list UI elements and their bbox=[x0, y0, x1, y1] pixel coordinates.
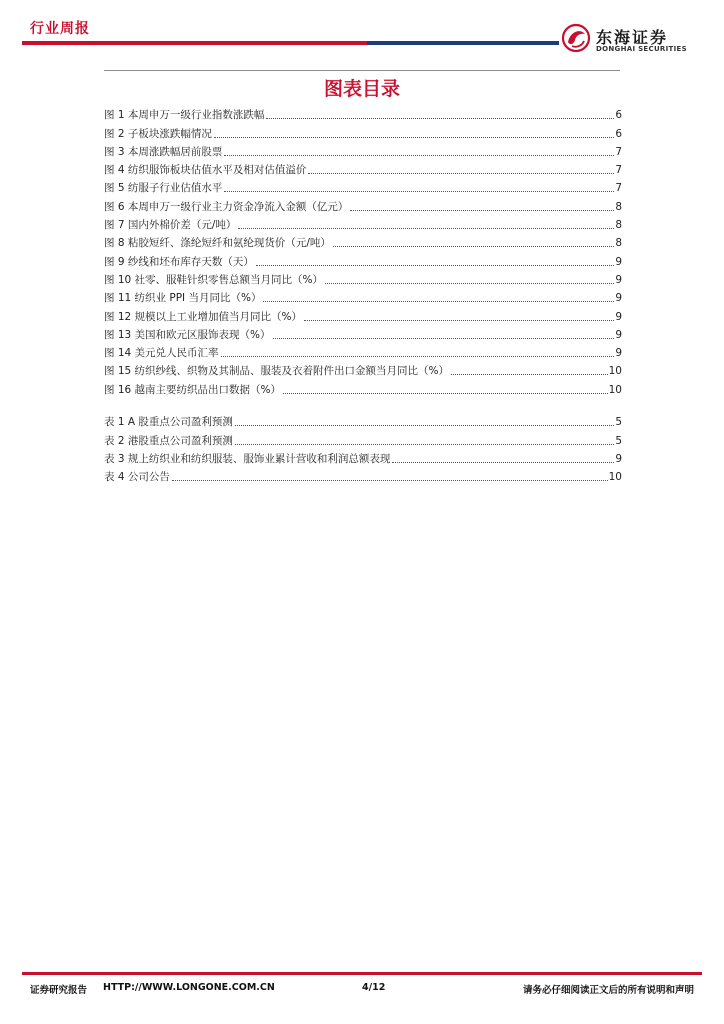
toc-entry-label: 图 15 纺织纱线、织物及其制品、服装及衣着附件出口金额当月同比（%） bbox=[104, 365, 450, 378]
toc-dot-leader bbox=[172, 479, 608, 481]
toc-entry-page: 7 bbox=[615, 182, 622, 195]
toc-entry[interactable] bbox=[104, 232, 622, 250]
toc-dot-leader bbox=[273, 337, 615, 339]
toc-entry[interactable] bbox=[104, 141, 622, 159]
toc-entry-page: 8 bbox=[615, 237, 622, 250]
toc-entry[interactable] bbox=[104, 342, 622, 360]
toc-entry-label: 图 3 本周涨跌幅居前股票 bbox=[104, 145, 223, 158]
footer-page-number: 4/12 bbox=[362, 982, 386, 993]
report-type-label: 行业周报 bbox=[30, 21, 90, 37]
toc-entry-page: 9 bbox=[615, 273, 622, 286]
toc-dot-leader bbox=[238, 227, 614, 229]
toc-entry-page: 7 bbox=[615, 164, 622, 177]
toc-entry-label: 图 16 越南主要纺织品出口数据（%） bbox=[104, 383, 282, 396]
toc-dot-leader bbox=[266, 117, 614, 119]
toc-dot-leader bbox=[283, 392, 608, 394]
toc-entry[interactable] bbox=[104, 159, 622, 177]
toc-entry-page: 5 bbox=[615, 416, 622, 429]
company-logo bbox=[560, 22, 705, 56]
toc-entry-label: 图 7 国内外棉价差（元/吨） bbox=[104, 219, 237, 232]
toc-entry[interactable] bbox=[104, 250, 622, 268]
toc-entry-label: 图 14 美元兑人民币汇率 bbox=[104, 347, 219, 360]
footer-report-label: 证券研究报告 bbox=[30, 985, 88, 996]
toc-dot-leader bbox=[308, 172, 614, 174]
toc-entry-label: 图 13 美国和欧元区服饰表现（%） bbox=[104, 328, 271, 341]
toc-entry-page: 9 bbox=[615, 292, 622, 305]
toc-entry[interactable] bbox=[104, 177, 622, 195]
toc-entry-page: 6 bbox=[615, 127, 622, 140]
toc-dot-leader bbox=[235, 443, 614, 445]
toc-entry[interactable] bbox=[104, 360, 622, 378]
toc-entry-label: 图 8 粘胶短纤、涤纶短纤和氨纶现货价（元/吨） bbox=[104, 237, 331, 250]
toc-entry[interactable] bbox=[104, 195, 622, 213]
toc-entry[interactable] bbox=[104, 104, 622, 122]
toc-dot-leader bbox=[350, 209, 614, 211]
toc-entry-page: 7 bbox=[615, 145, 622, 158]
toc-entry-page: 8 bbox=[615, 219, 622, 232]
page-footer bbox=[30, 982, 700, 996]
toc-entry-label: 图 9 纱线和坯布库存天数（天） bbox=[104, 255, 254, 268]
footer-website-link[interactable]: HTTP://WWW.LONGONE.COM.CN bbox=[103, 982, 275, 993]
toc-dot-leader bbox=[263, 300, 614, 302]
toc-entry-label: 表 4 公司公告 bbox=[104, 471, 170, 484]
toc-entry[interactable] bbox=[104, 466, 622, 484]
toc-entry[interactable] bbox=[104, 305, 622, 323]
toc-entry[interactable] bbox=[104, 287, 622, 305]
toc-entry-page: 10 bbox=[608, 383, 622, 396]
toc-entry[interactable] bbox=[104, 448, 622, 466]
toc-entry-label: 表 1 A 股重点公司盈利预测 bbox=[104, 416, 233, 429]
toc-dot-leader bbox=[304, 319, 614, 321]
toc-dot-leader bbox=[451, 373, 608, 375]
toc-entry-page: 9 bbox=[615, 255, 622, 268]
toc-entry-page: 9 bbox=[615, 328, 622, 341]
toc-entry[interactable] bbox=[104, 122, 622, 140]
logo-dragon-icon bbox=[560, 22, 592, 54]
toc-entry-page: 9 bbox=[615, 347, 622, 360]
toc-dot-leader bbox=[224, 154, 614, 156]
toc-entry-label: 表 3 规上纺织业和纺织服装、服饰业累计营收和利润总额表现 bbox=[104, 452, 391, 465]
toc-entry[interactable] bbox=[104, 324, 622, 342]
toc-entry-label: 图 5 纺服子行业估值水平 bbox=[104, 182, 223, 195]
toc-dot-leader bbox=[235, 424, 614, 426]
toc-title: 图表目录 bbox=[323, 78, 400, 100]
header-rule-blue bbox=[367, 41, 559, 45]
header-rule-red bbox=[22, 41, 367, 45]
logo-english-name: DONGHAI SECURITIES bbox=[596, 45, 687, 53]
logo-chinese-name: 东海证券 bbox=[596, 28, 669, 47]
toc-entry[interactable] bbox=[104, 411, 622, 429]
toc-dot-leader bbox=[333, 245, 614, 247]
toc-dot-leader bbox=[325, 282, 614, 284]
toc-entry-label: 图 12 规模以上工业增加值当月同比（%） bbox=[104, 310, 303, 323]
toc-dot-leader bbox=[214, 136, 614, 138]
toc-entry-page: 10 bbox=[608, 365, 622, 378]
toc-entry[interactable] bbox=[104, 429, 622, 447]
toc-entry-page: 6 bbox=[615, 109, 622, 122]
toc-entry[interactable] bbox=[104, 269, 622, 287]
toc-entry-page: 10 bbox=[608, 471, 622, 484]
toc-dot-leader bbox=[221, 355, 615, 357]
footer-rule bbox=[22, 972, 702, 975]
toc-entry-page: 8 bbox=[615, 200, 622, 213]
toc-entry-page: 9 bbox=[615, 452, 622, 465]
toc-dot-leader bbox=[224, 190, 614, 192]
toc-entry-label: 表 2 港股重点公司盈利预测 bbox=[104, 434, 233, 447]
footer-disclaimer: 请务必仔细阅读正文后的所有说明和声明 bbox=[522, 985, 694, 996]
toc-entry-label: 图 4 纺织服饰板块估值水平及相对估值溢价 bbox=[104, 164, 307, 177]
toc-entry-page: 9 bbox=[615, 310, 622, 323]
toc-dot-leader bbox=[256, 264, 614, 266]
toc-entry-label: 图 6 本周申万一级行业主力资金净流入金额（亿元） bbox=[104, 200, 349, 213]
toc-entry-label: 图 1 本周申万一级行业指数涨跌幅 bbox=[104, 109, 265, 122]
toc-dot-leader bbox=[392, 461, 614, 463]
toc-entry-page: 5 bbox=[615, 434, 622, 447]
figure-toc-list bbox=[104, 104, 622, 397]
toc-top-rule bbox=[104, 70, 620, 71]
toc-entry-label: 图 11 纺织业 PPI 当月同比（%） bbox=[104, 292, 262, 305]
toc-entry[interactable] bbox=[104, 378, 622, 396]
table-toc-list bbox=[104, 411, 622, 484]
toc-entry-label: 图 10 社零、服鞋针织零售总额当月同比（%） bbox=[104, 273, 324, 286]
toc-entry[interactable] bbox=[104, 214, 622, 232]
toc-entry-label: 图 2 子板块涨跌幅情况 bbox=[104, 127, 212, 140]
